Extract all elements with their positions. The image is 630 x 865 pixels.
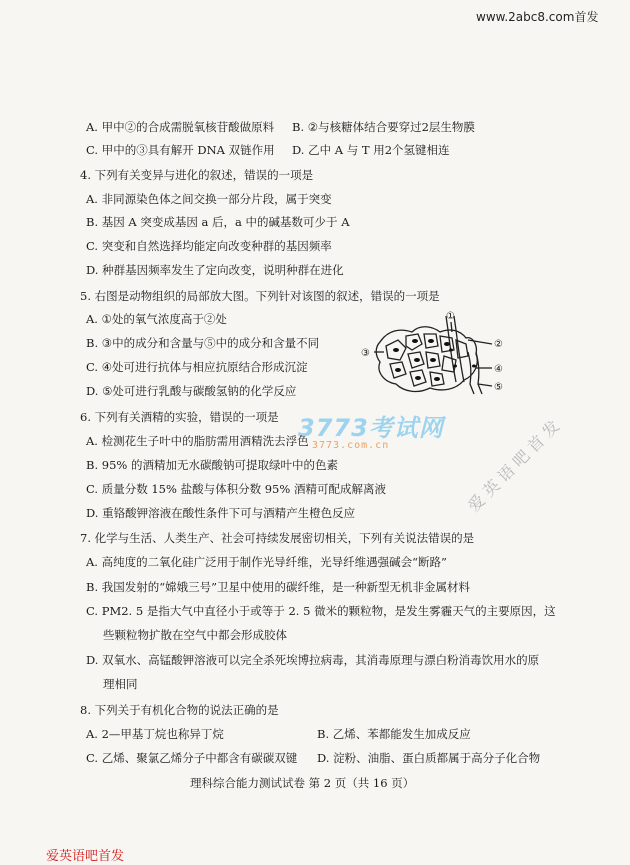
q5-option-d: D. ⑤处可进行乳酸与碳酸氢钠的化学反应 xyxy=(86,384,297,398)
q7-option-c-line1: C. PM2. 5 是指大气中直径小于或等于 2. 5 微米的颗粒物，是发生雾霾天气的主要原因，这 xyxy=(86,604,556,618)
q3-option-a: A. 甲中②的合成需脱氧核苷酸做原料 xyxy=(86,120,275,134)
figure-label-1: ① xyxy=(446,311,455,322)
q4-option-c: C. 突变和自然选择均能定向改变种群的基因频率 xyxy=(86,239,332,253)
q8-option-b: B. 乙烯、苯都能发生加成反应 xyxy=(317,727,471,741)
q3-option-b: B. ②与核糖体结合要穿过2层生物膜 xyxy=(292,120,475,134)
q6-option-a: A. 检测花生子叶中的脂肪需用酒精洗去浮色 xyxy=(86,434,309,448)
figure-label-4: ④ xyxy=(494,364,503,375)
figure-label-2: ② xyxy=(494,339,503,350)
q7-option-c-line2: 些颗粒物扩散在空气中都会形成胶体 xyxy=(103,628,287,642)
q7-option-b: B. 我国发射的“嫦娥三号”卫星中使用的碳纤维，是一种新型无机非金属材料 xyxy=(86,580,471,594)
q4-option-d: D. 种群基因频率发生了定向改变，说明种群在进化 xyxy=(86,263,344,277)
tissue-diagram xyxy=(360,310,520,402)
q5-option-b: B. ③中的成分和含量与⑤中的成分和含量不同 xyxy=(86,336,320,350)
q7-option-a: A. 高纯度的二氧化硅广泛用于制作光导纤维，光导纤维遇强碱会“断路” xyxy=(86,555,447,569)
site-url: www.2abc8.com首发 xyxy=(476,10,599,24)
q8-option-c: C. 乙烯、聚氯乙烯分子中都含有碳碳双键 xyxy=(86,751,298,765)
watermark-diagonal: 爱英语吧首发 xyxy=(464,413,567,516)
watermark-url: 3773.com.cn xyxy=(312,440,390,451)
q3-option-c: C. 甲中的③具有解开 DNA 双链作用 xyxy=(86,143,275,157)
q7-stem: 7. 化学与生活、人类生产、社会可持续发展密切相关，下列有关说法错误的是 xyxy=(80,531,475,545)
q4-option-a: A. 非同源染色体之间交换一部分片段，属于突变 xyxy=(86,192,332,206)
q4-stem: 4. 下列有关变异与进化的叙述，错误的一项是 xyxy=(80,168,314,182)
q6-option-c: C. 质量分数 15% 盐酸与体积分数 95% 酒精可配成解离液 xyxy=(86,482,386,496)
q4-option-b: B. 基因 A 突变成基因 a 后，a 中的碱基数可少于 A xyxy=(86,215,350,229)
page-footer: 理科综合能力测试试卷 第 2 页（共 16 页） xyxy=(190,776,415,790)
watermark-logo: 3773考试网 xyxy=(298,414,444,442)
q8-stem: 8. 下列关于有机化合物的说法正确的是 xyxy=(80,703,279,717)
q8-option-a: A. 2—甲基丁烷也称异丁烷 xyxy=(86,727,224,741)
q7-option-d-line1: D. 双氧水、高锰酸钾溶液可以完全杀死埃博拉病毒，其消毒原理与漂白粉消毒饮用水的原 xyxy=(86,653,540,667)
q6-option-d: D. 重铬酸钾溶液在酸性条件下可与酒精产生橙色反应 xyxy=(86,506,356,520)
q5-option-c: C. ④处可进行抗体与相应抗原结合形成沉淀 xyxy=(86,360,308,374)
q8-option-d: D. 淀粉、油脂、蛋白质都属于高分子化合物 xyxy=(317,751,541,765)
q5-option-a: A. ①处的氧气浓度高于②处 xyxy=(86,312,227,326)
q5-stem: 5. 右图是动物组织的局部放大图。下列针对该图的叙述，错误的一项是 xyxy=(80,289,440,303)
q7-option-d-line2: 理相同 xyxy=(103,677,138,691)
watermark-bottom: 爱英语吧首发 xyxy=(46,849,125,864)
figure-label-3: ③ xyxy=(361,348,370,359)
figure-label-5: ⑤ xyxy=(494,382,503,393)
q6-stem: 6. 下列有关酒精的实验，错误的一项是 xyxy=(80,410,279,424)
q3-option-d: D. 乙中 A 与 T 用2个氢键相连 xyxy=(292,143,450,157)
q6-option-b: B. 95% 的酒精加无水碳酸钠可提取绿叶中的色素 xyxy=(86,458,338,472)
